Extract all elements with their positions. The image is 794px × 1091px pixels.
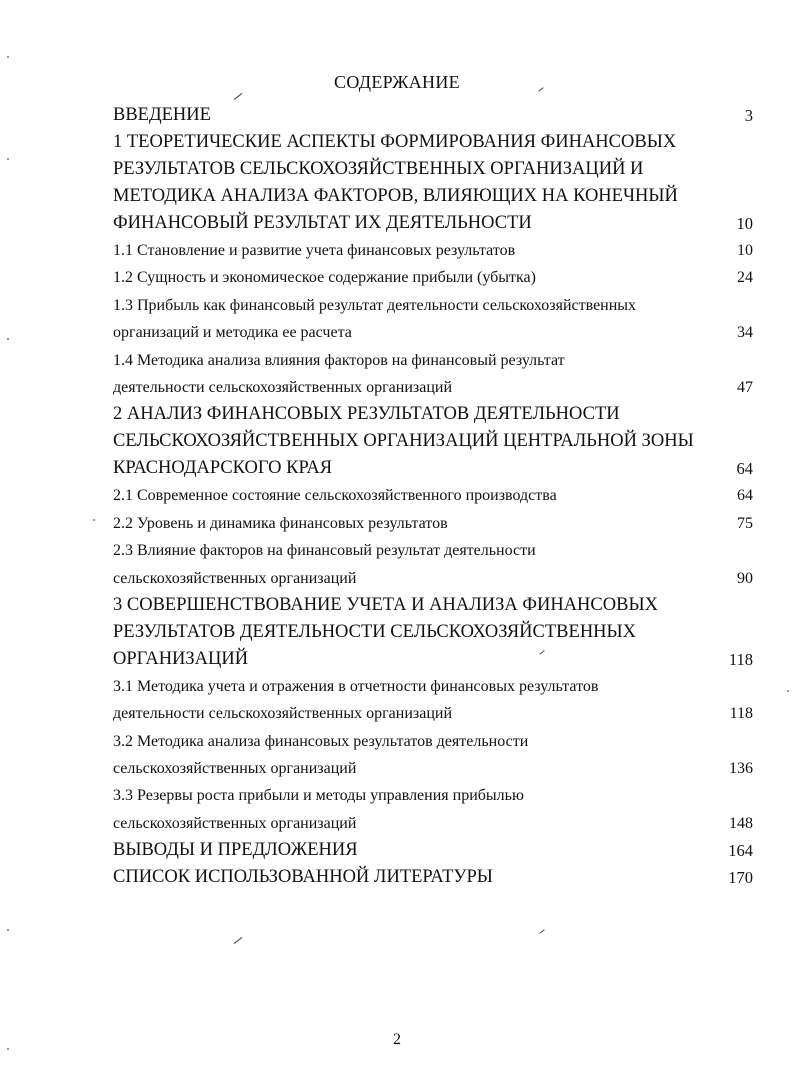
toc-page-number: 24: [737, 269, 753, 287]
toc-line: [113, 374, 753, 401]
toc-entry-text: СЕЛЬСКОХОЗЯЙСТВЕННЫХ ОРГАНИЗАЦИЙ ЦЕНТРАЛЬНОЙ ЗОНЫ: [113, 431, 694, 452]
toc-line: [113, 810, 753, 837]
toc-page-number: 64: [736, 459, 753, 479]
toc-entry-text: СПИСОК ИСПОЛЬЗОВАННОЙ ЛИТЕРАТУРЫ: [113, 867, 493, 888]
page-number: 2: [393, 1031, 401, 1048]
toc-page-number: 170: [728, 868, 753, 888]
toc-entry-text: 3.3 Резервы роста прибыли и методы управления прибылью: [113, 787, 524, 805]
scan-mark: [539, 929, 544, 933]
toc-entry-text: РЕЗУЛЬТАТОВ ДЕЯТЕЛЬНОСТИ СЕЛЬСКОХОЗЯЙСТВЕННЫХ: [113, 621, 637, 642]
toc-line: [113, 102, 753, 129]
toc-page-number: 3: [744, 106, 753, 125]
toc-page-number: 164: [728, 841, 753, 861]
toc-line: [113, 428, 753, 455]
toc-line: [113, 183, 753, 210]
scan-speck: [787, 690, 789, 692]
toc-entry-text: РЕЗУЛЬТАТОВ СЕЛЬСКОХОЗЯЙСТВЕННЫХ ОРГАНИЗАЦИЙ И: [113, 159, 644, 179]
scan-mark: [234, 93, 242, 100]
toc-entry-text: МЕТОДИКА АНАЛИЗА ФАКТОРОВ, ВЛИЯЮЩИХ НА КОНЕЧНЫЙ: [113, 186, 678, 206]
toc-entry-text: сельскохозяйственных организаций: [113, 569, 357, 587]
toc-page-number: 118: [728, 649, 753, 669]
toc-entry-text: 1.1 Становление и развитие учета финансовых результатов: [113, 242, 516, 259]
toc-line: [113, 129, 753, 156]
page-title: СОДЕРЖАНИЕ: [334, 72, 460, 92]
toc-line: [113, 292, 753, 319]
toc-line: [113, 565, 753, 592]
toc-entry-text: 2.1 Современное состояние сельскохозяйственного производства: [113, 487, 557, 505]
scan-speck: [7, 1048, 9, 1050]
toc-line: [113, 510, 753, 537]
toc-page-number: 34: [737, 324, 753, 342]
toc-entry-text: деятельности сельскохозяйственных организаций: [113, 705, 452, 723]
toc-entry-text: ВВЕДЕНИЕ: [113, 105, 211, 125]
toc-line: [113, 646, 753, 673]
toc-entry-text: 3 СОВЕРШЕНСТВОВАНИЕ УЧЕТА И АНАЛИЗА ФИНАНСОВЫХ: [113, 594, 658, 615]
toc-line: [113, 619, 753, 646]
toc-page-number: 136: [729, 760, 753, 778]
toc-entry-text: деятельности сельскохозяйственных организаций: [113, 378, 452, 396]
toc-line: [113, 482, 753, 509]
toc-entry-text: сельскохозяйственных организаций: [113, 814, 357, 832]
toc-line: [113, 837, 753, 864]
scan-speck: [93, 519, 95, 521]
toc-line: [113, 455, 753, 482]
toc-line: [113, 210, 753, 237]
toc-page-number: 10: [737, 241, 753, 259]
toc-entry-text: 3.1 Методика учета и отражения в отчетности финансовых результатов: [113, 677, 599, 695]
toc-line: [113, 728, 753, 755]
scan-mark: [234, 937, 242, 944]
toc-line: [113, 864, 753, 891]
toc-entry-text: 3.2 Методика анализа финансовых результатов деятельности: [113, 732, 529, 750]
toc-entry-text: 2.2 Уровень и динамика финансовых результатов: [113, 514, 448, 532]
toc-page-number: 75: [737, 514, 753, 532]
toc-line: [113, 401, 753, 428]
toc-page-number: 118: [729, 705, 753, 723]
toc-page-number: 47: [737, 378, 753, 396]
toc-entry-text: 1.3 Прибыль как финансовый результат деятельности сельскохозяйственных: [113, 296, 637, 314]
scan-speck: [7, 56, 9, 58]
toc-page-number: 148: [729, 814, 753, 832]
toc-line: [113, 592, 753, 619]
toc-page-number: 10: [736, 214, 753, 233]
toc-entry-text: 1.4 Методика анализа влияния факторов на финансовый результат: [113, 351, 565, 369]
toc-line: [113, 237, 753, 264]
toc-line: [113, 347, 753, 374]
toc-page-number: 64: [737, 487, 753, 505]
toc-entry-text: 1.2 Сущность и экономическое содержание прибыли (убытка): [113, 269, 536, 287]
toc-line: [113, 755, 753, 782]
toc-entry-text: ФИНАНСОВЫЙ РЕЗУЛЬТАТ ИХ ДЕЯТЕЛЬНОСТИ: [113, 213, 532, 233]
toc-entry-text: КРАСНОДАРСКОГО КРАЯ: [113, 458, 333, 479]
toc-entry-text: организаций и методика ее расчета: [113, 324, 352, 342]
toc-entry-text: 2.3 Влияние факторов на финансовый результат деятельности: [113, 542, 536, 560]
toc-entry-text: 1 ТЕОРЕТИЧЕСКИЕ АСПЕКТЫ ФОРМИРОВАНИЯ ФИНАНСОВЫХ: [113, 132, 677, 152]
toc-entry-text: ВЫВОДЫ И ПРЕДЛОЖЕНИЯ: [113, 840, 358, 861]
toc-entry-text: 2 АНАЛИЗ ФИНАНСОВЫХ РЕЗУЛЬТАТОВ ДЕЯТЕЛЬНОСТИ: [113, 404, 620, 425]
toc-line: [113, 673, 753, 700]
toc-line: [113, 264, 753, 291]
table-of-contents: [113, 102, 753, 891]
scan-speck: [7, 929, 9, 931]
toc-line: [113, 156, 753, 183]
scan-speck: [7, 158, 9, 160]
toc-line: [113, 700, 753, 727]
toc-line: [113, 782, 753, 809]
toc-line: [113, 537, 753, 564]
toc-page-number: 90: [737, 569, 753, 587]
toc-line: [113, 319, 753, 346]
scan-speck: [7, 338, 9, 340]
toc-entry-text: сельскохозяйственных организаций: [113, 760, 357, 778]
toc-entry-text: ОРГАНИЗАЦИЙ: [113, 648, 249, 669]
